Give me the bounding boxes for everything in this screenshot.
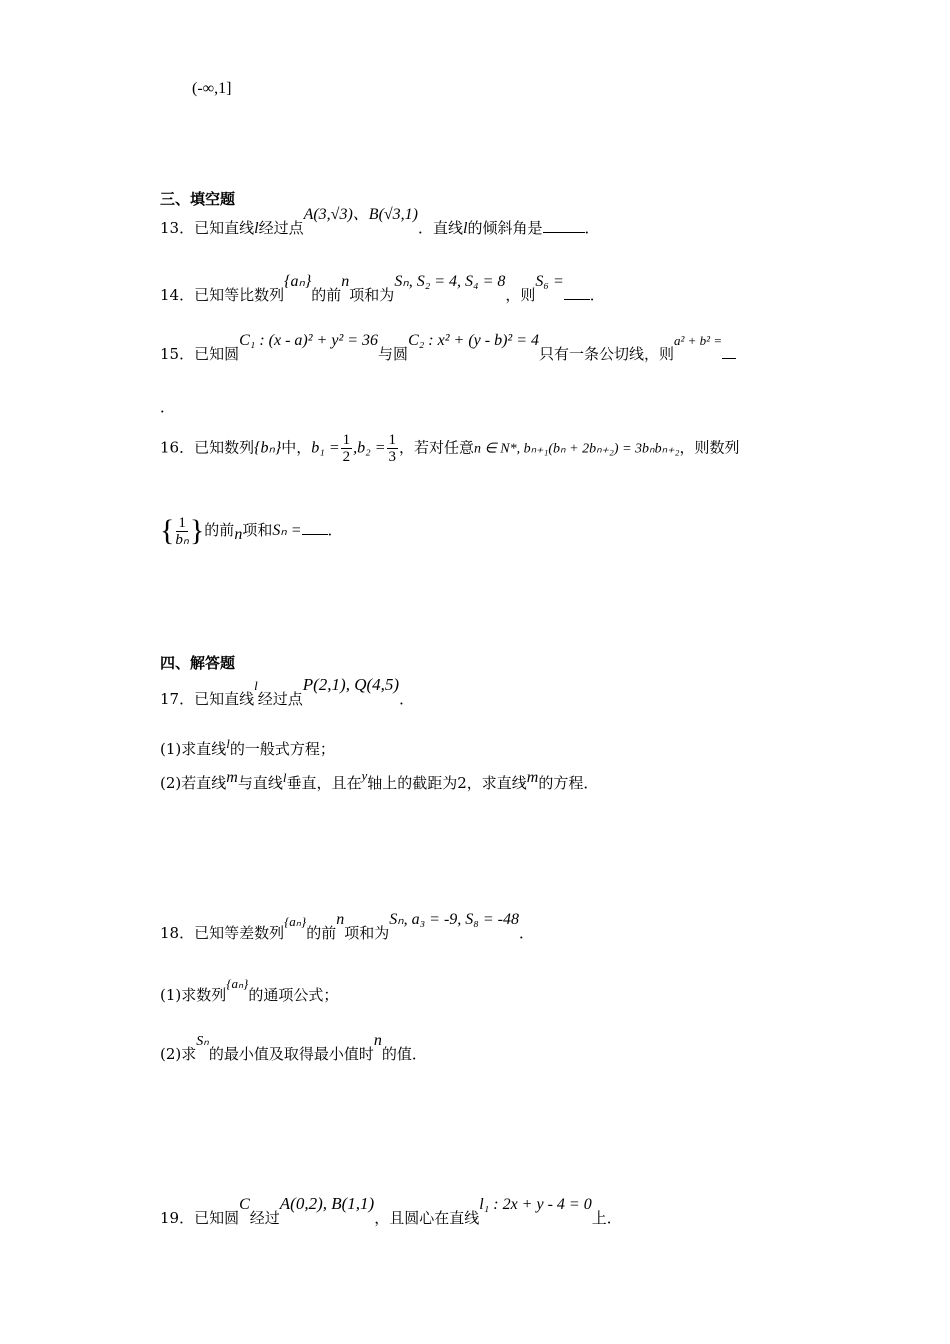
question-18-part-1: (1)求数列{aₙ}的通项公式； xyxy=(160,976,339,1004)
answer-blank[interactable] xyxy=(543,218,585,233)
question-number: 13． xyxy=(160,219,195,237)
question-13: 13．已知直线l经过点A(3,√3)、B(√3,1)．直线l的倾斜角是 ． xyxy=(160,206,600,237)
math-circle-1: C₁ : (x - a)² + y² = 36 xyxy=(239,332,379,349)
math-sequence: {bₙ} xyxy=(254,439,282,457)
question-number: 16． xyxy=(160,438,195,457)
question-number: 14． xyxy=(160,286,195,304)
fraction-one-half: $\frac{1}{2}$ xyxy=(342,432,351,465)
fraction-one-third: $\frac{1}{3}$ xyxy=(388,432,397,465)
question-number: 15． xyxy=(160,345,195,363)
math-points: A(3,√3)、B(√3,1) xyxy=(303,206,419,223)
question-number: 17． xyxy=(160,690,195,708)
math-sequence: {aₙ} xyxy=(284,914,307,929)
answer-blank[interactable] xyxy=(564,285,590,300)
question-17-part-1: (1)求直线l的一般式方程； xyxy=(160,736,335,758)
math-condition: Sₙ, a₃ = -9, S₈ = -48 xyxy=(389,911,519,928)
question-17-part-2: (2)若直线m与直线l垂直，且在y轴上的截距为2，求直线m的方程． xyxy=(160,768,599,792)
answer-blank[interactable] xyxy=(302,520,328,535)
question-19: 19．已知圆C经过A(0,2), B(1,1)，且圆心在直线l₁ : 2x + y - 4 = 0上． xyxy=(160,1194,622,1227)
question-16-continued: { $\frac{1}{\text{bₙ}}$ }的前n项和Sₙ = ． xyxy=(160,514,343,548)
section-heading-fill-blank: 三、填空题 xyxy=(160,190,236,208)
question-number: 18． xyxy=(160,924,195,942)
prev-answer-fragment: (-∞,1] xyxy=(192,80,232,97)
question-18: 18．已知等差数列{aₙ}的前n项和为Sₙ, a₃ = -9, S₈ = -48． xyxy=(160,911,534,942)
question-15: 15．已知圆C₁ : (x - a)² + y² = 36与圆C₂ : x² + (y - b)² = 4只有一条公切线，则a² + b² = xyxy=(160,343,736,364)
fraction-reciprocal-bn: $\frac{1}{\text{bₙ}}$ xyxy=(175,514,189,548)
math-points: A(0,2), B(1,1) xyxy=(279,1194,375,1213)
math-circle-2: C₂ : x² + (y - b)² = 4 xyxy=(408,332,539,349)
question-number: 19． xyxy=(160,1209,195,1227)
math-recurrence: n ∈ N*, bₙ₊₁(bₙ + 2bₙ₊₂) = 3bₙbₙ₊₂ xyxy=(474,441,680,457)
question-15-end: ． xyxy=(160,398,176,416)
math-line: l₁ : 2x + y - 4 = 0 xyxy=(479,1196,592,1213)
math-sequence: {aₙ} xyxy=(284,273,312,290)
math-expression: a² + b² = xyxy=(674,333,723,348)
math-points: P(2,1), Q(4,5) xyxy=(302,675,400,694)
question-16: 16．已知数列{bₙ}中，b₁ = $\frac{1}{2}$ ,b₂ = $\frac{1}{3}$ ，若对任意n ∈ N*, bₙ₊₁(bₙ + 2bₙ₊₂) = 3bₙbₙ₊₂，则数列 xyxy=(160,432,740,465)
answer-blank[interactable] xyxy=(722,344,736,359)
question-18-part-2: (2)求Sₙ的最小值及取得最小值时n的值． xyxy=(160,1032,427,1063)
question-17: 17．已知直线l经过点P(2,1), Q(4,5)． xyxy=(160,675,415,708)
math-condition: Sₙ, S₂ = 4, S₄ = 8 xyxy=(394,273,506,290)
section-heading-solutions: 四、解答题 xyxy=(160,654,236,672)
question-14: 14．已知等比数列{aₙ}的前n项和为Sₙ, S₂ = 4, S₄ = 8，则S₆ =． xyxy=(160,273,605,304)
